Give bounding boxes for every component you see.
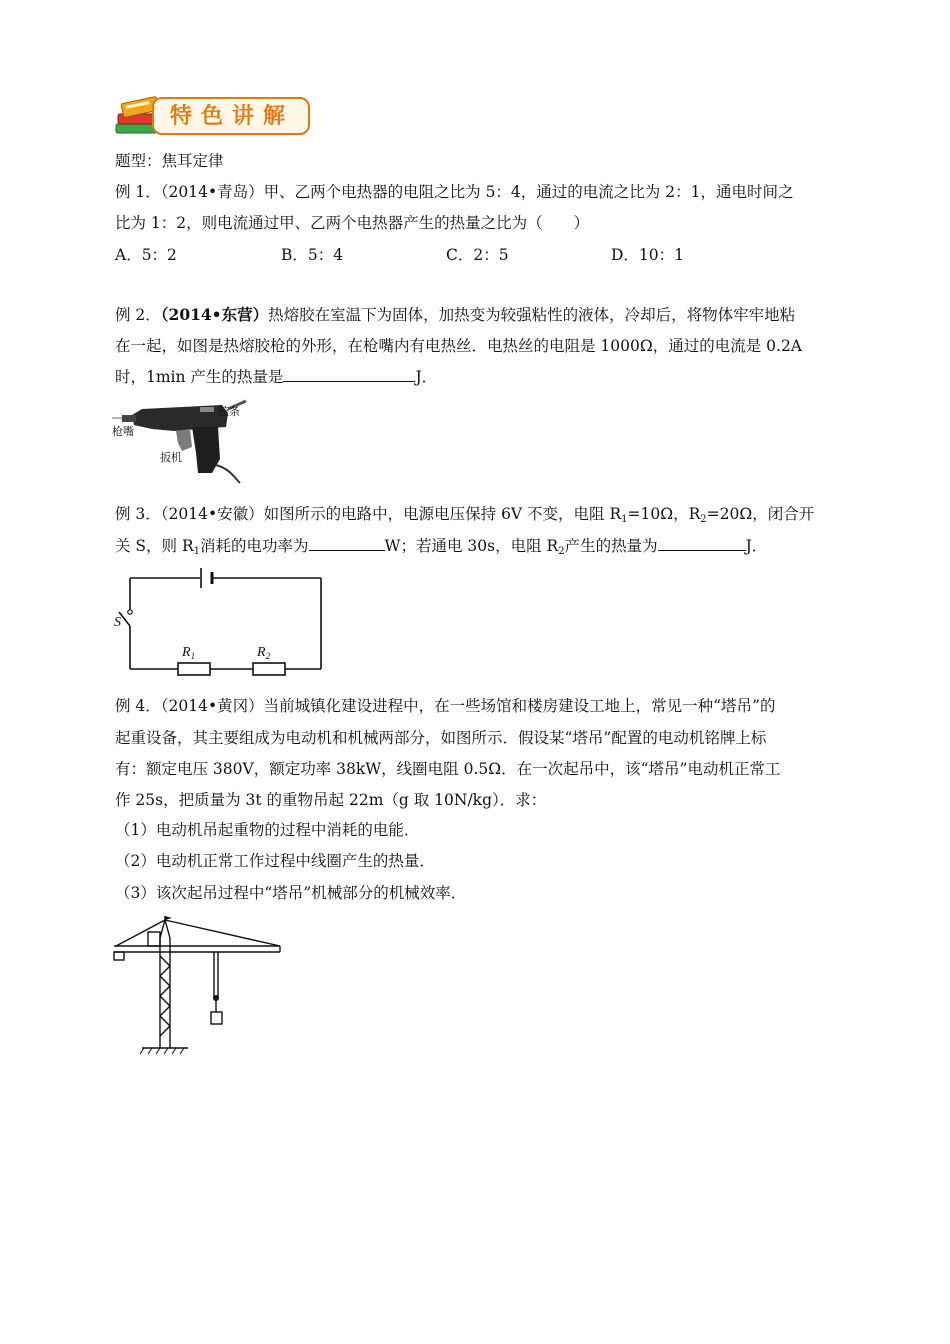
ex2-source: （2014•东营）	[160, 305, 269, 324]
glue-gun-figure	[112, 393, 252, 485]
ex1-option-d: D．10：1	[611, 246, 685, 264]
ex3-text2a: 关 S，则 R	[115, 537, 194, 555]
svg-text:R2	[256, 645, 271, 661]
ex3-answer-blank-1[interactable]	[309, 535, 385, 551]
ex2-text3b: J．	[415, 368, 438, 386]
r2-label-sub: 2	[265, 651, 271, 661]
tower-crane-figure	[112, 916, 284, 1056]
ex1-text1: （2014•青岛）甲、乙两个电热器的电阻之比为 5：4，通过的电流之比为 2：1，通电时间之	[160, 183, 794, 201]
ex2-text3a: 时，1min 产生的热量是	[115, 368, 284, 386]
ex2-line1	[115, 304, 795, 326]
ex3-text1b: =10Ω，R	[627, 505, 701, 523]
ex2-text1: 热熔胶在室温下为固体，加热变为较强粘性的液体，冷却后，将物体牢牢地粘	[268, 306, 796, 324]
ex2-answer-blank[interactable]	[283, 366, 415, 382]
banner-title: 特色讲解	[170, 104, 295, 129]
ex4-line3: 有：额定电压 380V，额定功率 38kW，线圈电阻 0.5Ω．在一次起吊中，该“塔吊”电动机正常工	[115, 760, 781, 778]
ex3-text2b: 消耗的电功率为	[200, 537, 309, 555]
ex3-line2	[115, 535, 767, 557]
ex1-option-a: A．5：2	[115, 246, 177, 264]
r1-label-sub: 1	[190, 651, 196, 661]
ex4-line4: 作 25s，把质量为 3t 的重物吊起 22m（g 取 10N/kg）．求：	[115, 791, 547, 809]
ex2-line3	[115, 366, 437, 388]
ex3-r2-sub-2: 2	[558, 546, 565, 557]
ex4-question-3: （3）该次起吊过程中“塔吊”机械部分的机械效率．	[115, 884, 467, 902]
ex4-question-2: （2）电动机正常工作过程中线圈产生的热量．	[115, 852, 435, 870]
switch-label: S	[114, 615, 121, 630]
topic-line: 题型：焦耳定律	[115, 152, 224, 170]
ex4-label: 例 4．	[115, 697, 161, 715]
ex1-option-b: B．5：4	[281, 246, 344, 264]
ex3-text2e: J．	[745, 537, 768, 555]
circuit-diagram	[110, 564, 328, 676]
resistor-r1	[178, 663, 210, 675]
ex4-line1	[115, 695, 776, 717]
ex3-line1	[115, 503, 814, 525]
ex3-text1c: =20Ω，闭合开	[706, 505, 815, 523]
ex3-r2-sub: 2	[700, 514, 707, 525]
r2-label: R	[257, 645, 266, 660]
ex1-options	[115, 244, 815, 266]
ex3-label: 例 3．	[115, 505, 161, 523]
ex3-text2d: 产生的热量为	[564, 537, 658, 555]
ex1-option-c: C．2：5	[446, 246, 509, 264]
ex4-text1: （2014•黄冈）当前城镇化建设进程中，在一些场馆和楼房建设工地上，常见一种“塔吊”的	[160, 697, 776, 715]
ex2-line2: 在一起，如图是热熔胶枪的外形，在枪嘴内有电热丝．电热丝的电阻是 1000Ω，通过的电流是 0.2A	[115, 337, 802, 355]
ex1-line1	[115, 181, 793, 203]
ex4-line2: 起重设备，其主要组成为电动机和机械两部分，如图所示．假设某“塔吊”配置的电动机铭牌上标	[115, 729, 767, 747]
ex3-r1-sub-2: 1	[193, 546, 201, 557]
resistor-r2	[253, 663, 285, 675]
r1-label: R	[182, 645, 191, 660]
ex3-text2c: W；若通电 30s，电阻 R	[384, 537, 559, 555]
ex1-label: 例 1．	[115, 183, 161, 201]
ex1-line2: 比为 1：2，则电流通过甲、乙两个电热器产生的热量之比为（ ）	[115, 214, 590, 232]
ex3-answer-blank-2[interactable]	[658, 535, 746, 551]
ex2-label: 例 2．	[115, 306, 161, 324]
glue-gun-label-nozzle: 枪嘴	[112, 426, 134, 438]
glue-gun-label-trigger: 扳机	[160, 452, 182, 464]
ex3-r1-sub: 1	[621, 514, 628, 525]
ex4-question-1: （1）电动机吊起重物的过程中消耗的电能．	[115, 821, 420, 839]
ex3-text1a: （2014•安徽）如图所示的电路中，电源电压保持 6V 不变，电阻 R	[160, 505, 622, 523]
svg-text:R1	[181, 645, 195, 661]
glue-gun-label-glue: 胶条	[218, 406, 240, 418]
